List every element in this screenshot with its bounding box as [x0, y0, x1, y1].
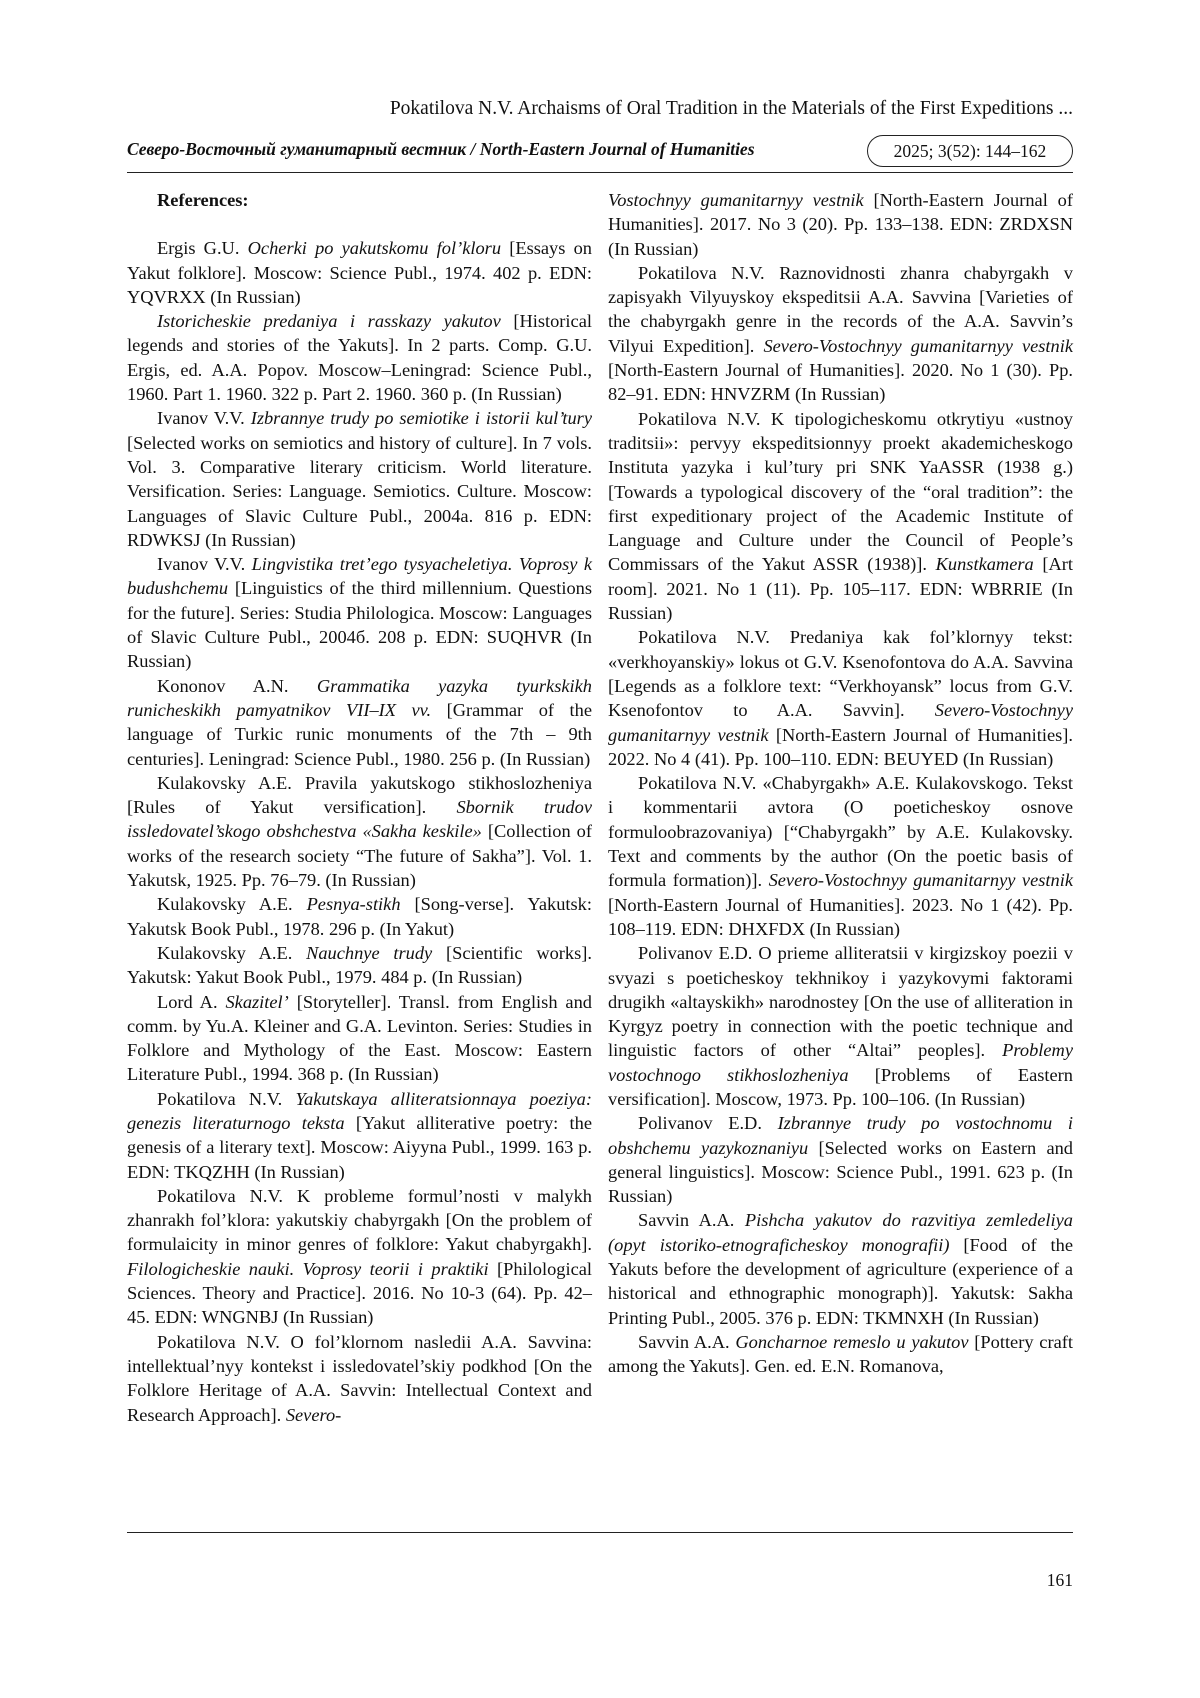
right-reference-list — [608, 188, 1073, 1379]
reference-title: Pesnya-stikh — [306, 894, 401, 915]
reference-text: [Essays on Yakut folklore]. Moscow: Science Publ., 1974. 402 p. EDN: YQVRXX (In Russian) — [127, 238, 592, 307]
reference-text: [Song-verse]. Yakutsk: Yakutsk Book Publ., 1978. 296 p. (In Yakut) — [127, 894, 592, 939]
reference-text: Ivanov V.V. — [157, 554, 252, 575]
issue-badge: 2025; 3(52): 144–162 — [867, 135, 1073, 167]
reference-title: Severo-Vostochnyy gumanitarnyy vestnik — [768, 870, 1073, 891]
reference-entry — [608, 1208, 1073, 1329]
journal-line — [127, 135, 1073, 173]
reference-text: Savvin A.A. — [638, 1331, 736, 1352]
references-heading: References: — [157, 190, 249, 210]
reference-title: Pishcha yakutov do razvitiya zemledeliya (opyt istoriko-etnograficheskoy monografii) — [608, 1210, 1073, 1255]
reference-title: Ocherki po yakutskomu fol’kloru — [247, 238, 502, 259]
footer-rule — [127, 1532, 1073, 1533]
reference-title: Filologicheskie nauki. Voprosy teorii i praktiki — [127, 1258, 489, 1279]
reference-text: [North-Eastern Journal of Humanities]. 2023. No 1 (42). Pp. 108–119. EDN: DHXFDX (In Russian) — [608, 894, 1073, 939]
reference-text: Kulakovsky A.E. — [157, 942, 307, 963]
reference-text: Kononov A.N. — [157, 675, 317, 696]
reference-text: Pokatilova N.V. «Chabyrgakh» A.E. Kulakovskogo. Tekst i kommentarii avtora (O poeticheskoy osnove formuloobrazovaniya) [“Chabyrgakh” by A.E. Kulakovsky. Text and comments by the author (On the poetic basis of formula formation)]. — [608, 773, 1073, 891]
reference-text: [Historical legends and stories of the Yakuts]. In 2 parts. Comp. G.U. Ergis, ed. A.A. Popov. Moscow–Leningrad: Science Publ., 1960. Part 1. 1960. 322 p. Part 2. 1960. 360 p. (In Russian) — [127, 311, 592, 405]
reference-text: [Selected works on semiotics and history of culture]. In 7 vols. Vol. 3. Comparative literary criticism. World literature. Versification. Series: Language. Semiotics. Culture. Moscow: Languages of Slavic Culture Publ., 2004a. 816 p. EDN: RDWKSJ (In Russian) — [127, 432, 592, 550]
reference-title: Nauchnye trudy — [306, 942, 433, 963]
reference-text: Ivanov V.V. — [157, 408, 251, 429]
reference-title: Skazitel’ — [225, 991, 289, 1012]
reference-title: Lingvistika tret’ego tysyacheletiya. Voprosy k budushchemu — [127, 554, 592, 599]
reference-text: [Collection of works of the research society “The future of Sakha”]. Vol. 1. Yakutsk, 1925. Pp. 76–79. (In Russian) — [127, 821, 592, 891]
reference-entry — [608, 1330, 1073, 1379]
reference-entry — [127, 941, 592, 990]
reference-entry — [127, 236, 592, 309]
reference-title: Yakutskaya alliteratsionnaya poeziya: genezis literaturnogo teksta — [127, 1088, 592, 1133]
reference-entry — [127, 309, 592, 406]
reference-text: [Pottery craft among the Yakuts]. Gen. ed. E.N. Romanova, — [608, 1331, 1073, 1377]
reference-text: Polivanov E.D. O prieme alliteratsii v kirgizskoy poezii v svyazi s poeticheskoy tekhnikoy i yazykovymi faktorami drugikh «altayskikh» narodnostey [On the use of alliteration in Kyrgyz poetry in connection with the poetic technique and linguistic factors of other “Altai” peoples]. — [608, 943, 1073, 1061]
reference-entry — [127, 1184, 592, 1330]
page-number: 161 — [1046, 1570, 1073, 1590]
reference-title: Vostochnyy gumanitarnyy vestnik — [608, 190, 864, 210]
reference-text: [Art room]. 2021. No 1 (11). Pp. 105–117. EDN: WBRRIE (In Russian) — [608, 554, 1073, 624]
reference-text: [North-Eastern Journal of Humanities]. 2022. No 4 (41). Pp. 100–110. EDN: BEUYED (In Russian) — [608, 724, 1073, 769]
reference-entry — [127, 406, 592, 552]
reference-title: Severo- — [285, 1404, 342, 1425]
reference-title: Severo-Vostochnyy gumanitarnyy vestnik — [608, 700, 1073, 745]
reference-text: [Storyteller]. Transl. from English and comm. by Yu.A. Kleiner and G.A. Levinton. Series: Studies in Folklore and Mythology of the East. Moscow: Eastern Literature Publ., 1994. 368 p. (In Russian) — [127, 991, 592, 1085]
reference-text: Pokatilova N.V. K probleme formul’nosti v malykh zhanrakh fol’klora: yakutskiy chabyrgakh [On the problem of formulaicity in minor genres of folklore: Yakut chabyrgakh]. — [127, 1185, 592, 1255]
reference-title: Sbornik trudov issledovatel’skogo obshchestva «Sakha keskile» — [127, 797, 592, 842]
reference-text: Savvin A.A. — [638, 1210, 745, 1231]
reference-title: Izbrannye trudy po vostochnomu i obshchemu yazykoznaniyu — [608, 1113, 1073, 1158]
reference-title: Grammatika yazyka tyurkskikh runicheskikh pamyatnikov VII–IX vv. — [127, 675, 592, 720]
reference-entry — [127, 771, 592, 892]
reference-text: Pokatilova N.V. O fol’klornom nasledii A.A. Savvina: intellektual’nyy kontekst i issledovatel’skiy podkhod [On the Folklore Heritage of A.A. Savvin: Intellectual Context and Research Approach]. — [127, 1331, 592, 1425]
journal-title: Северо-Восточный гуманитарный вестник / North-Eastern Journal of Humanities — [127, 139, 755, 159]
reference-text: Pokatilova N.V. Predaniya kak fol’klornyy tekst: «verkhoyanskiy» lokus ot G.V. Ksenofontova do A.A. Savvina [Legends as a folklore text: “Verkhoyansk” locus from G.V. Ksenofontov to A.A. Savvin]. — [608, 627, 1073, 721]
reference-title: Kunstkamera — [935, 554, 1034, 575]
reference-title: Problemy vostochnogo stikhoslozheniya — [608, 1040, 1073, 1085]
reference-text: [Yakut alliterative poetry: the genesis of a literary text]. Moscow: Aiyyna Publ., 1999. 163 p. EDN: TKQZHH (In Russian) — [127, 1112, 592, 1182]
reference-entry — [608, 261, 1073, 407]
reference-text: Lord A. — [157, 991, 226, 1012]
reference-text: [Food of the Yakuts before the development of agriculture (experience of a historical and ethnographic monograph)]. Yakutsk: Sakha Printing Publ., 2005. 376 p. EDN: TKMNXH (In Russian) — [608, 1234, 1073, 1328]
reference-entry — [127, 1087, 592, 1184]
reference-entry — [608, 188, 1073, 261]
reference-entry — [608, 1111, 1073, 1208]
reference-entry — [608, 407, 1073, 626]
reference-text: Polivanov E.D. — [638, 1113, 778, 1134]
reference-text: Kulakovsky A.E. Pravila yakutskogo stikhoslozheniya [Rules of Yakut versification]. — [127, 772, 592, 818]
reference-entry — [608, 625, 1073, 771]
reference-entry — [127, 552, 592, 673]
left-reference-list — [127, 236, 592, 1427]
reference-text: [Selected works on Eastern and general linguistics]. Moscow: Science Publ., 1991. 623 p. (In Russian) — [608, 1137, 1073, 1207]
reference-title: Goncharnoe remeslo u yakutov — [735, 1331, 969, 1352]
references-column-left — [127, 188, 592, 1427]
reference-text: [Philological Sciences. Theory and Practice]. 2016. No 10-3 (64). Pp. 42–45. EDN: WNGNBJ (In Russian) — [127, 1258, 593, 1328]
reference-entry — [608, 941, 1073, 1111]
header-rule — [127, 172, 1073, 173]
reference-text: [North-Eastern Journal of Humanities]. 2020. No 1 (30). Pp. 82–91. EDN: HNVZRM (In Russian) — [608, 360, 1073, 405]
reference-text: Pokatilova N.V. — [157, 1088, 296, 1109]
reference-entry — [127, 892, 592, 941]
reference-text: [North-Eastern Journal of Humanities]. 2017. No 3 (20). Pp. 133–138. EDN: ZRDXSN (In Russian) — [608, 190, 1074, 259]
reference-text: Kulakovsky A.E. — [157, 894, 307, 915]
reference-title: Severo-Vostochnyy gumanitarnyy vestnik — [763, 335, 1073, 356]
reference-title: Izbrannye trudy po semiotike i istorii kul’tury — [250, 408, 592, 429]
reference-entry — [127, 674, 592, 771]
reference-text: [Scientific works]. Yakutsk: Yakut Book Publ., 1979. 484 p. (In Russian) — [127, 942, 593, 988]
references-column-right — [608, 188, 1073, 1379]
reference-text: [Problems of Eastern versification]. Moscow, 1973. Pp. 100–106. (In Russian) — [608, 1064, 1073, 1109]
reference-entry — [127, 990, 592, 1087]
reference-text: Pokatilova N.V. Raznovidnosti zhanra chabyrgakh v zapisyakh Vilyuyskoy ekspeditsii A.A. Savvina [Varieties of the chabyrgakh genre in the records of the A.A. Savvin’s Vilyui Expedition]. — [608, 262, 1073, 356]
reference-text: Ergis G.U. — [157, 238, 248, 259]
reference-text: [Grammar of the language of Turkic runic monuments of the 7th – 9th centuries]. Leningrad: Science Publ., 1980. 256 p. (In Russian) — [127, 699, 592, 769]
reference-entry — [127, 1330, 592, 1427]
reference-text: Pokatilova N.V. K tipologicheskomu otkrytiyu «ustnoy traditsii»: pervyy ekspeditsionnyy proekt akademicheskogo Instituta yazyka i kul’tury pri SNK YaASSR (1938 g.) [Towards a typological discovery of the “oral tradition”: the first expeditionary project of the Academic Institute of Language and Culture under the Council of People’s Commissars of the Yakut ASSR (1938)]. — [608, 408, 1073, 575]
running-title: Pokatilova N.V. Archaisms of Oral Tradition in the Materials of the First Expeditions ... — [389, 98, 1073, 119]
reference-title: Istoricheskie predaniya i rasskazy yakutov — [157, 311, 501, 332]
reference-text: [Linguistics of the third millennium. Questions for the future]. Series: Studia Philologica. Moscow: Languages of Slavic Culture Publ., 2004б. 208 p. EDN: SUQHVR (In Russian) — [127, 578, 592, 672]
reference-entry — [608, 771, 1073, 941]
